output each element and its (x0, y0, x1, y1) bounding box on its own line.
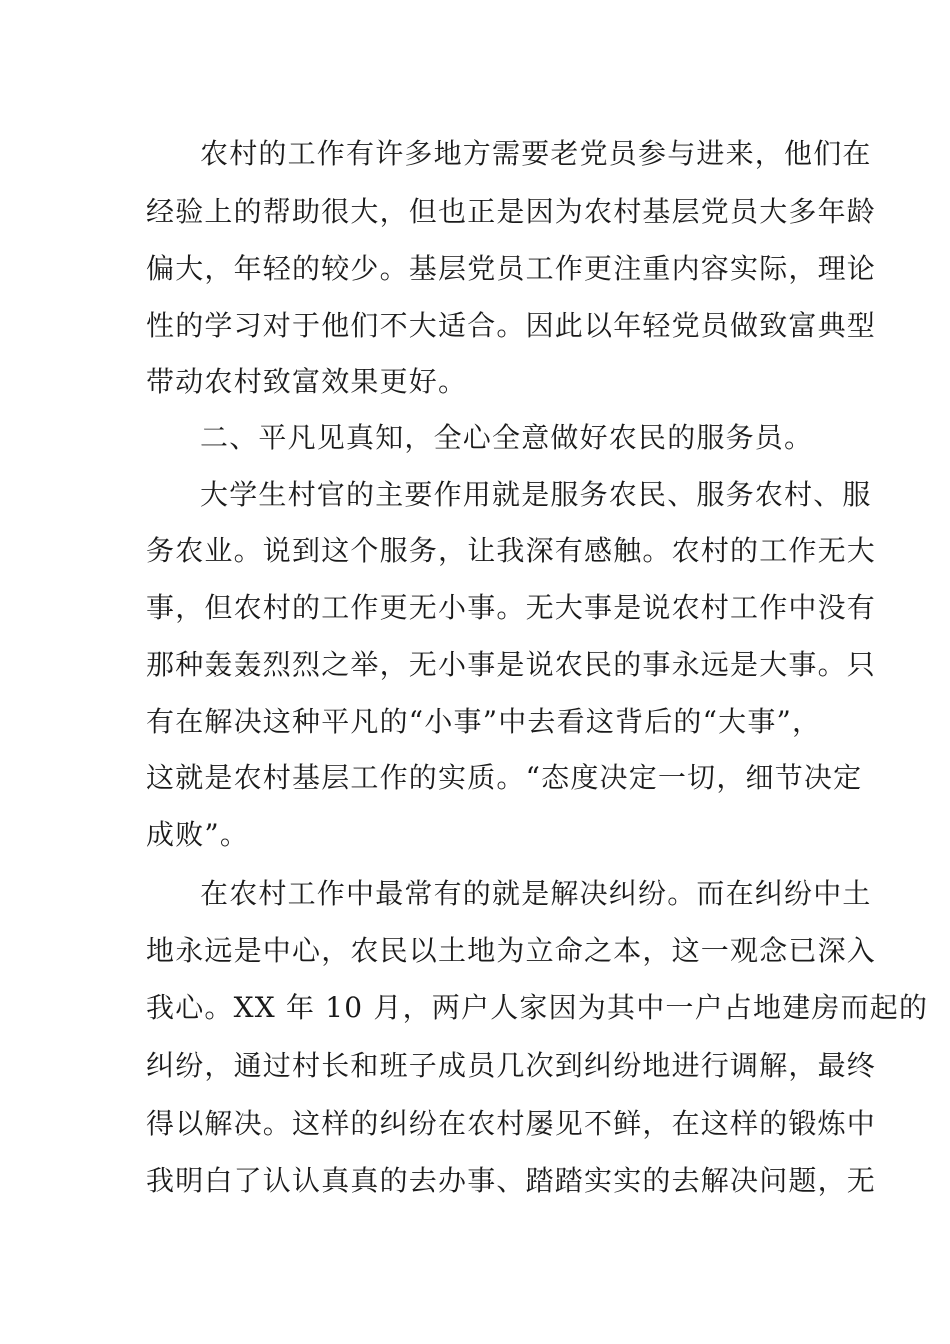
paragraph-2-line-7: 成败”。 (146, 818, 250, 851)
paragraph-2-line-3: 事，但农村的工作更无小事。无大事是说农村工作中没有 (146, 591, 877, 624)
paragraph-3-line-5: 得以解决。这样的纠纷在农村屡见不鲜，在这样的锻炼中 (146, 1107, 877, 1140)
paragraph-2-line-1: 大学生村官的主要作用就是服务农民、服务农村、服 (200, 478, 872, 511)
paragraph-2-line-2: 务农业。说到这个服务，让我深有感触。农村的工作无大 (146, 534, 877, 567)
paragraph-3-line-4: 纠纷，通过村长和班子成员几次到纠纷地进行调解，最终 (146, 1049, 877, 1082)
paragraph-2-line-4: 那种轰轰烈烈之举，无小事是说农民的事永远是大事。只 (146, 648, 877, 681)
paragraph-3-line-6: 我明白了认认真真的去办事、踏踏实实的去解决问题，无 (146, 1164, 877, 1197)
paragraph-3-line-3: 我心。XX 年 10 月，两户人家因为其中一户占地建房而起的 (146, 991, 929, 1024)
paragraph-1-line-2: 经验上的帮助很大，但也正是因为农村基层党员大多年龄 (146, 195, 877, 228)
paragraph-1-line-3: 偏大，年轻的较少。基层党员工作更注重内容实际，理论 (146, 252, 877, 285)
paragraph-1-line-1: 农村的工作有许多地方需要老党员参与进来，他们在 (200, 137, 872, 170)
paragraph-3-line-1: 在农村工作中最常有的就是解决纠纷。而在纠纷中土 (200, 877, 872, 910)
section-heading: 二、平凡见真知，全心全意做好农民的服务员。 (200, 421, 814, 454)
paragraph-3-line-2: 地永远是中心，农民以土地为立命之本，这一观念已深入 (146, 934, 877, 967)
paragraph-2-line-5: 有在解决这种平凡的“小事”中去看这背后的“大事”， (146, 705, 822, 738)
paragraph-1-line-5: 带动农村致富效果更好。 (146, 365, 468, 398)
paragraph-2-line-6: 这就是农村基层工作的实质。“态度决定一切，细节决定 (146, 761, 863, 794)
paragraph-1-line-4: 性的学习对于他们不大适合。因此以年轻党员做致富典型 (146, 309, 877, 342)
